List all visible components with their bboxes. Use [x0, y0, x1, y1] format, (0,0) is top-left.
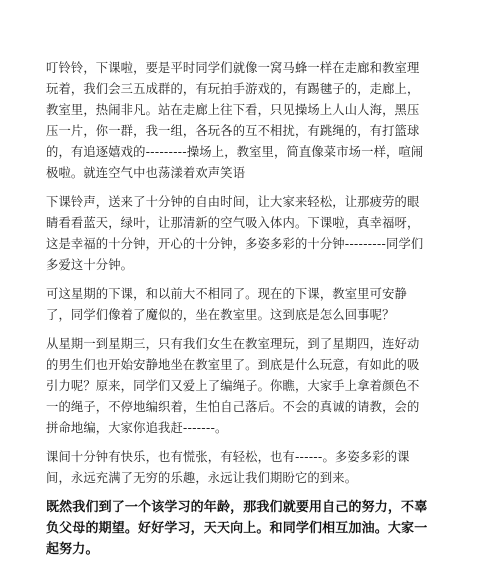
paragraph-3: 可这星期的下课，和以前大不相同了。现在的下课，教室里可安静了，同学们像着了魔似的，坐在教室里。这到底是怎么回事呢？	[46, 287, 407, 322]
document-body	[46, 58, 430, 560]
paragraph-6: 既然我们到了一个该学习的年龄，那我们就要用自己的努力，不辜负父母的期望。好好学习，天天向上。和同学们相互加油。大家一起努力。	[46, 500, 428, 557]
paragraph-5: 课间十分钟有快乐，也有慌张，有轻松，也有------。多姿多彩的课间，永远充满了无穷的乐趣，永远让我们期盼它的到来。	[46, 450, 410, 485]
paragraph-1: 叮铃铃，下课啦，要是平时同学们就像一窝马蜂一样在走廊和教室理玩着，我们会三五成群的，有玩拍手游戏的，有踢毽子的，走廊上，教室里，热闹非凡。站在走廊上往下看，只见操场上人山人海，黑压压一片，你一群，我一组，各玩各的互不相扰，有跳绳的，有打篮球的，有追逐嬉戏的---------操场上，教室里，简直像菜市场一样，喧闹极啦。就连空气中也荡漾着欢声笑语	[46, 61, 424, 180]
paragraph-2: 下课铃声，送来了十分钟的自由时间，让大家来轻松，让那疲劳的眼睛看看蓝天，绿叶，让那清新的空气吸入体内。下课啦，真幸福呀，这是幸福的十分钟，开心的十分钟，多姿多彩的十分钟---------同学们多爱这十分钟。	[46, 195, 424, 272]
paragraph-4: 从星期一到星期三，只有我们女生在教室理玩，到了星期四，连好动的男生们也开始安静地坐在教室里了。到底是什么玩意，有如此的吸引力呢？原来，同学们又爱上了编绳子。你瞧，大家手上拿着颜色不一的绳子，不停地编织着，生怕自己落后。不会的真诚的请教，会的拼命地编，大家你追我赶-------。	[46, 337, 420, 435]
